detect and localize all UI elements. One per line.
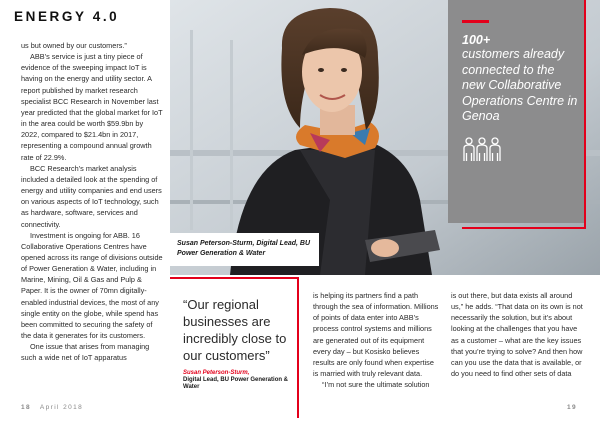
stat-frame-line: [584, 0, 586, 228]
pull-quote: “Our regional businesses are incredibly close to our customers”: [183, 297, 287, 363]
article-paragraph: “I’m not sure the ultimate solution: [322, 380, 430, 390]
article-paragraph: One issue that arises from managing such a wide net of IoT apparatus: [21, 342, 150, 363]
article-paragraph: Investment is ongoing for ABB. 16 Collaborative Operations Centres have opened across its range of divisions outside of Power Generation & Water, including in Marine, Mining, Oil & Gas and Pulp & Paper. It is the owner of 70mn digitally-enabled industrial devices, the most of any single entity on the globe, while spend has been committed to securing the safety of the data it generates for its customers.: [21, 230, 163, 341]
quote-frame-line: [170, 277, 298, 279]
stat-number: 100+: [462, 33, 491, 47]
issue-date: April 2018: [39, 404, 84, 411]
quote-attribution-role: Digital Lead, BU Power Generation & Water: [183, 377, 289, 391]
footer-left: [21, 404, 83, 411]
stat-text: customers already connected to the new Collaborative Operations Centre in Genoa: [462, 47, 578, 124]
article-paragraph: us but owned by our customers.”: [21, 41, 127, 50]
stat-accent-bar: [462, 20, 489, 23]
quote-attribution-name: Susan Peterson-Sturm,: [183, 370, 250, 376]
page-number-right: 19: [567, 404, 578, 411]
stat-callout: [448, 0, 585, 223]
quote-frame-line: [297, 277, 299, 418]
people-group-icon: [462, 136, 573, 167]
photo-caption: Susan Peterson-Sturm, Digital Lead, BU Power Generation & Water: [170, 233, 319, 266]
page-number-left: 18: [21, 404, 32, 411]
left-article-column: [21, 40, 163, 364]
middle-article-column: [313, 290, 441, 390]
right-article-column: [451, 290, 586, 379]
article-paragraph: BCC Research’s market analysis included a detailed look at the spending of energy and utility companies and end users on various aspects of IoT technology, such as hardware, software, services and connectivity.: [21, 163, 162, 229]
article-paragraph: ABB’s service is just a tiny piece of evidence of the sweeping impact IoT is having on the energy and utility sector. A report published by market research specialist BCC Research in November last year predicted that the global market for IoT in the area could be worth $59.9bn by 2022, compared to $21.4bn in 2017, representing a compound annual growth rate of 22.9%.: [21, 52, 163, 162]
stat-frame-line: [462, 227, 586, 229]
article-paragraph: is helping its partners find a path through the sea of information. Millions of points of data enter into ABB’s process control systems and millions are generated out of its equipment every day – but Kosisko believes results are only found when expertise is married with truly relevant data.: [313, 291, 439, 379]
section-title: ENERGY 4.0: [14, 9, 120, 24]
article-paragraph: is out there, but data exists all around us,” he adds. “That data on its own is not necessarily the solution, but it’s about looking at the challenges that you have as a customer – what are the key issues that you’re trying to solve? And then how can you use the data that is available, or do you need to find other sets of data: [451, 291, 583, 379]
